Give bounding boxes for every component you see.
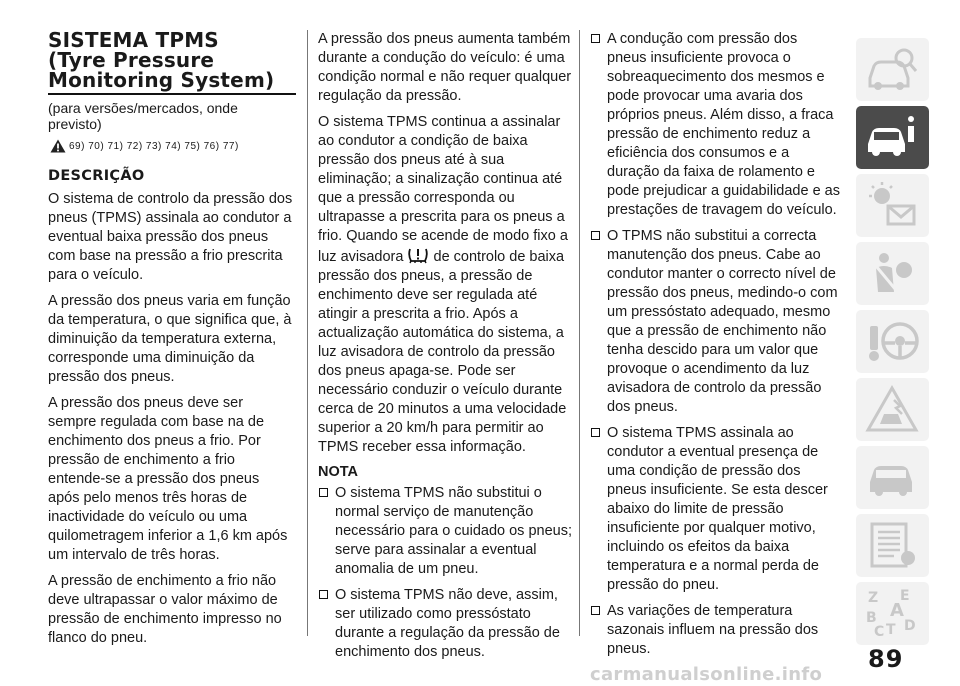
lights-message-icon bbox=[864, 180, 920, 230]
seatbelt-airbag-icon bbox=[864, 248, 920, 298]
list-item bbox=[318, 484, 573, 579]
column-2 bbox=[318, 30, 573, 669]
tab-index[interactable] bbox=[856, 582, 929, 645]
warning-triangle-icon bbox=[50, 139, 66, 153]
paragraph-text-after-icon: de controlo de baixa pressão dos pneus, a pressão de enchimento deve ser regulada até atingir a prescrita a frio. Após a actualização automática do sistema, a luz avisadora de controlo da pressão dos pneus apaga-se. Pode ser necessário conduzir o veículo durante cerca de 20 minutos a uma velocidade superior a 20 km/h para permitir ao TPMS receber essa informação. bbox=[318, 249, 567, 455]
car-search-icon bbox=[864, 44, 920, 94]
index-letter: Z bbox=[868, 590, 879, 606]
index-letter: C bbox=[874, 624, 885, 638]
watermark: carmanualsonline.info bbox=[590, 664, 823, 685]
list-item bbox=[590, 602, 840, 659]
column-1 bbox=[48, 30, 293, 655]
paragraph-with-icon bbox=[318, 113, 573, 457]
checkbox-bullet-icon bbox=[591, 606, 600, 615]
nota-label: NOTA bbox=[318, 464, 359, 480]
title-line-1: SISTEMA TPMS bbox=[48, 28, 219, 52]
car-info-icon bbox=[864, 112, 920, 162]
title-line-2: (Tyre Pressure bbox=[48, 48, 215, 72]
technical-data-icon bbox=[864, 520, 920, 570]
tab-emergency[interactable] bbox=[856, 378, 929, 441]
index-letter: D bbox=[904, 618, 916, 634]
list-item-text: O sistema TPMS não deve, assim, ser utilizado como pressóstato durante a regulação da pressão de enchimento dos pneus. bbox=[335, 587, 560, 660]
paragraph: A pressão dos pneus deve ser sempre regulada com base na de enchimento dos pneus a frio. Por pressão de enchimento a frio entende-se a pressão dos pneus após pelo menos três horas de inactividade do veículo ou uma quilometragem inferior a 1,6 km após um intervalo de três horas. bbox=[48, 395, 288, 563]
column-divider bbox=[307, 30, 308, 636]
tab-starting-driving[interactable] bbox=[856, 310, 929, 373]
checkbox-bullet-icon bbox=[319, 488, 328, 497]
checkbox-bullet-icon bbox=[591, 34, 600, 43]
list-item-text: O TPMS não substitui a correcta manutenção dos pneus. Cabe ao condutor manter o correcto nível de pressão dos pneus, medindo-o com um pressóstato adequado, mesmo que a pressão de enchimento não tenha descido para um valor que provoque o acendimento da luz avisadora de controlo da pressão dos pneus. bbox=[607, 228, 838, 415]
column-3 bbox=[590, 30, 840, 666]
column-divider bbox=[579, 30, 580, 636]
tab-maintenance[interactable] bbox=[856, 446, 929, 509]
paragraph: A pressão de enchimento a frio não deve ultrapassar o valor máximo de pressão de enchimento impresso no flanco do pneu. bbox=[48, 573, 282, 646]
list-item bbox=[590, 424, 840, 595]
paragraph-text-before-icon: O sistema TPMS continua a assinalar ao condutor a condição de baixa pressão dos pneus até à sua eliminação; a sinalização continua até que a pressão corresponda ou ultrapasse a prescrita para os pneus a frio. Quando se acende de modo fixo a luz avisadora bbox=[318, 114, 568, 265]
checkbox-bullet-icon bbox=[591, 231, 600, 240]
title-line-3: Monitoring System) bbox=[48, 68, 275, 92]
warning-ref-numbers: 69) 70) 71) 72) 73) 74) 75) 76) 77) bbox=[69, 140, 239, 152]
key-steering-wheel-icon bbox=[864, 316, 920, 366]
index-letter: T bbox=[886, 622, 896, 638]
index-letter: A bbox=[890, 600, 904, 621]
paragraph: O sistema de controlo da pressão dos pneus (TPMS) assinala ao condutor a eventual baixa pressão dos pneus com base na pressão a frio prescrita para o veículo. bbox=[48, 191, 293, 283]
list-item bbox=[318, 586, 573, 662]
heading-descricao: DESCRIÇÃO bbox=[48, 168, 145, 184]
index-letter: B bbox=[866, 610, 877, 626]
list-item-text: A condução com pressão dos pneus insuficiente provoca o sobreaquecimento dos mesmos e pode provocar uma avaria dos próprios pneus. Além disso, a fraca pressão de enchimento reduz a eficiência dos consumos e a duração da faixa de rolamento e pode prejudicar a guidabilidade e as prestações de travagem do veículo. bbox=[607, 31, 840, 218]
page-number: 89 bbox=[868, 645, 904, 673]
tab-knowing-your-car[interactable] bbox=[856, 38, 929, 101]
checkbox-bullet-icon bbox=[591, 428, 600, 437]
list-item-text: As variações de temperatura sazonais influem na pressão dos pneus. bbox=[607, 603, 819, 657]
tire-pressure-warning-icon bbox=[407, 246, 429, 264]
paragraph: A pressão dos pneus aumenta também durante a condução do veículo: é uma condição normal e não requer qualquer regulação da pressão. bbox=[318, 31, 572, 104]
section-title bbox=[48, 30, 296, 95]
paragraph: A pressão dos pneus varia em função da temperatura, o que significa que, à diminuição da temperatura externa, corresponde uma diminuição da pressão dos pneus. bbox=[48, 293, 292, 385]
car-maintenance-icon bbox=[864, 452, 920, 502]
roadside-emergency-icon bbox=[864, 384, 920, 434]
checkbox-bullet-icon bbox=[319, 590, 328, 599]
warning-references bbox=[50, 139, 293, 153]
alphabetical-index-icon bbox=[864, 588, 920, 638]
list-item bbox=[590, 227, 840, 417]
section-subtitle: (para versões/mercados, onde previsto) bbox=[48, 100, 238, 132]
index-letter: E bbox=[900, 588, 910, 604]
tab-safety[interactable] bbox=[856, 242, 929, 305]
chapter-sidebar bbox=[856, 38, 931, 650]
list-item-text: O sistema TPMS assinala ao condutor a eventual presença de uma condição de pressão dos pneus insuficiente. Se esta descer abaixo do limite de pressão insuficiente por qualquer motivo, incluindo os efeitos da baixa temperatura e a normal perda de pressão do pneu. bbox=[607, 425, 828, 593]
tab-technical-data[interactable] bbox=[856, 514, 929, 577]
list-item bbox=[590, 30, 840, 220]
list-item-text: O sistema TPMS não substitui o normal serviço de manutenção necessário para o cuidado os pneus; serve para assinalar a eventual anomalia de um pneu. bbox=[335, 485, 572, 577]
tab-dashboard-info[interactable] bbox=[856, 106, 929, 169]
tab-warning-lights[interactable] bbox=[856, 174, 929, 237]
